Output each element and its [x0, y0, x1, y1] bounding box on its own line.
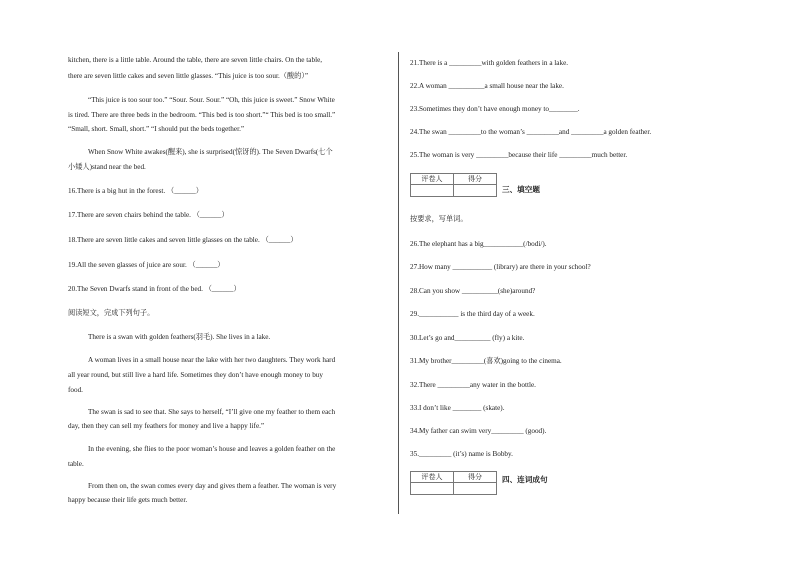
question-32: 32.There _________any water in the bottle. — [410, 381, 536, 389]
story-line: When Snow White awakes(醒来), she is surprised(惊讶的). The Seven Dwarfs(七个 — [88, 148, 333, 156]
passage-line: The swan is sad to see that. She says to herself, “I’ll give one my feather to them each — [88, 408, 336, 416]
question-25: 25.The woman is very _________because their life _________much better. — [410, 151, 628, 159]
passage-line: In the evening, she flies to the poor woman’s house and leaves a golden feather on the — [88, 445, 336, 453]
question-26: 26.The elephant has a big___________(/bodi/). — [410, 240, 547, 248]
question-29: 29.___________ is the third day of a week. — [410, 310, 535, 318]
story-line: there are seven little cakes and seven little glasses. “This juice is too sour.（酸的）” — [68, 72, 309, 80]
question-35: 35._________ (it’s) name is Bobby. — [410, 450, 513, 458]
score-cell[interactable] — [454, 185, 497, 197]
score-label: 得分 — [454, 472, 497, 483]
reviewer-cell[interactable] — [411, 483, 454, 495]
score-box — [410, 471, 497, 495]
score-box — [410, 173, 497, 197]
question-31: 31.My brother_________(喜欢)going to the cinema. — [410, 357, 562, 365]
section-3-title: 三、填空题 — [502, 185, 540, 194]
question-21: 21.There is a _________with golden feathers in a lake. — [410, 59, 569, 67]
passage-line: day, then they can sell my feathers for money and live a happy life.” — [68, 422, 265, 430]
question-30: 30.Let’s go and__________ (fly) a kite. — [410, 334, 525, 342]
question-24: 24.The swan _________to the woman’s _________and _________a golden feather. — [410, 128, 652, 136]
column-divider — [398, 52, 399, 514]
section-4-title: 四、连词成句 — [502, 475, 548, 484]
question-23: 23.Sometimes they don’t have enough money to________. — [410, 105, 580, 113]
question-22: 22.A woman __________a small house near the lake. — [410, 82, 564, 90]
question-27: 27.How many ___________ (library) are there in your school? — [410, 263, 591, 271]
question-34: 34.My father can swim very_________ (good). — [410, 427, 547, 435]
question-28: 28.Can you show __________(she)around? — [410, 287, 536, 295]
story-line: “Small, short. Small, short.” “I should put the beds together.” — [68, 125, 245, 133]
passage-line: A woman lives in a small house near the lake with her two daughters. They work hard — [88, 356, 336, 364]
question-16: 16.There is a big hut in the forest. （______） — [68, 187, 203, 195]
question-33: 33.I don’t like ________ (skate). — [410, 404, 505, 412]
passage-line: happy because their life gets much better. — [68, 496, 188, 504]
passage-line: all year round, but still live a hard life. Sometimes they don’t have enough money to buy — [68, 371, 323, 379]
passage-line: table. — [68, 460, 84, 468]
passage-line: There is a swan with golden feathers(羽毛). She lives in a lake. — [88, 333, 271, 341]
story-line: kitchen, there is a little table. Around the table, there are seven little chairs. On the table, — [68, 56, 323, 64]
reading-instruction: 阅读短文，完成下列句子。 — [68, 309, 155, 317]
score-label: 得分 — [454, 174, 497, 185]
score-cell[interactable] — [454, 483, 497, 495]
reviewer-label: 评卷人 — [411, 174, 454, 185]
question-17: 17.There are seven chairs behind the table. （______） — [68, 211, 229, 219]
question-18: 18.There are seven little cakes and seven little glasses on the table. （______） — [68, 236, 298, 244]
story-line: is tired. There are three beds in the bedroom. “This bed is too short.”“ This bed is too small.” — [68, 111, 336, 119]
reviewer-label: 评卷人 — [411, 472, 454, 483]
question-19: 19.All the seven glasses of juice are sour. （______） — [68, 261, 225, 269]
passage-line: food. — [68, 386, 83, 394]
passage-line: From then on, the swan comes every day and gives them a feather. The woman is very — [88, 482, 337, 490]
section-3-instruction: 按要求，写单词。 — [410, 215, 468, 223]
reviewer-cell[interactable] — [411, 185, 454, 197]
story-line: 小矮人)stand near the bed. — [68, 163, 146, 171]
question-20: 20.The Seven Dwarfs stand in front of the bed. （______） — [68, 285, 241, 293]
story-line: “This juice is too sour too.” “Sour. Sour. Sour.” “Oh, this juice is sweet.” Snow White — [88, 96, 335, 104]
